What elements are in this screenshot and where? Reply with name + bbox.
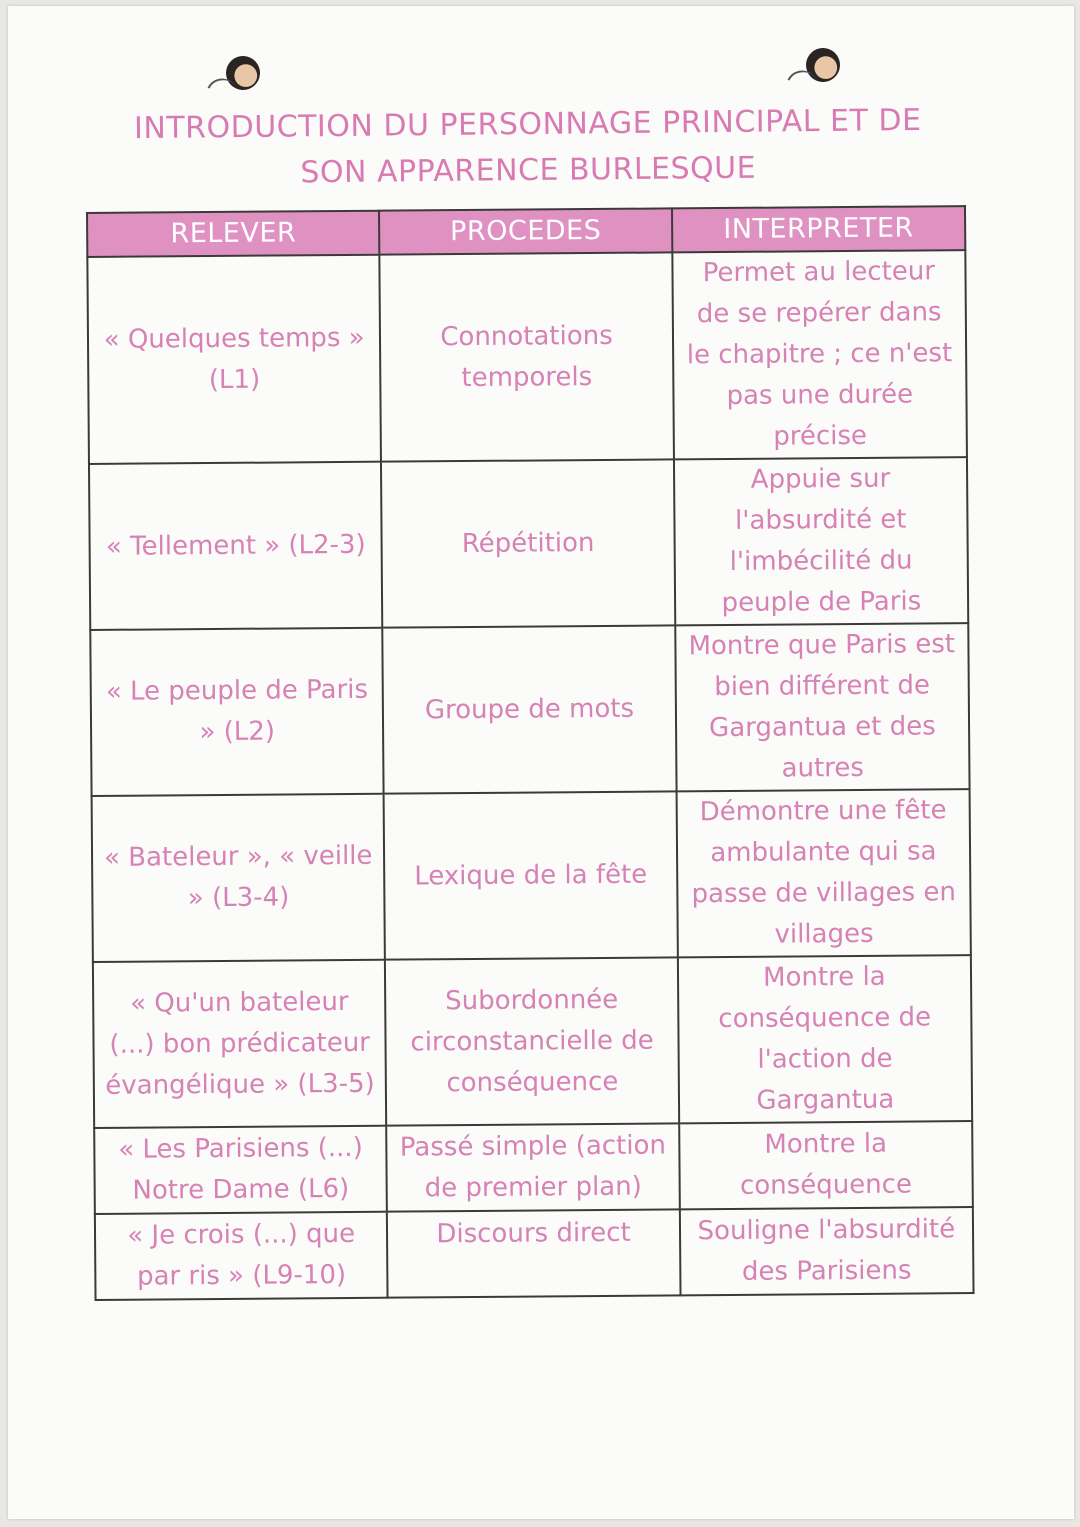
table-row [87,250,967,464]
table-row [92,789,971,962]
cell-interpreter: Démontre une fête ambulante qui sa passe de villages en villages [676,789,971,957]
header-interpreter: INTERPRETER [672,206,966,252]
table-row [94,1121,973,1214]
page-title-line-2: SON APPARENCE BURLESQUE [300,150,757,191]
binder-hole-right [801,43,845,87]
table-row [89,457,968,630]
table-header-row [87,206,965,257]
cell-procedes-text: Discours direct [436,1217,631,1250]
binder-hole-left [221,51,265,95]
header-procedes: PROCEDES [379,208,672,254]
cell-interpreter: Montre la conséquence de l'action de Gargantua [678,955,973,1123]
cell-procedes: Lexique de la fête [384,791,678,959]
page-title-line-1: INTRODUCTION DU PERSONNAGE PRINCIPAL ET DE [133,102,922,147]
table-row [95,1207,974,1300]
cell-interpreter: Montre la conséquence [679,1121,973,1209]
table-row [90,623,969,796]
cell-interpreter: Souligne l'absurdité des Parisiens [680,1207,974,1295]
cell-relever: « Tellement » (L2-3) [89,462,383,630]
analysis-table [86,205,975,1301]
page-title [78,97,979,198]
cell-procedes: Répétition [381,459,675,627]
cell-procedes: Passé simple (action de premier plan) [387,1123,680,1211]
cell-procedes: Groupe de mots [383,625,677,793]
table-row [93,955,972,1128]
cell-relever: « Bateleur », « veille » (L3-4) [92,794,386,962]
cell-relever: « Le peuple de Paris » (L2) [90,628,384,796]
notebook-page [8,6,1074,1519]
cell-interpreter: Appuie sur l'absurdité et l'imbécilité du peuple de Paris [674,457,969,625]
cell-procedes: Subordonnée circonstancielle de conséquence [385,957,679,1125]
header-relever: RELEVER [87,211,380,257]
cell-relever: « Quelques temps » (L1) [87,255,381,464]
cell-interpreter: Permet au lecteur de se repérer dans le chapitre ; ce n'est pas une durée précise [672,250,967,459]
cell-procedes: Connotations temporels [380,252,674,461]
cell-relever: « Qu'un bateleur (...) bon prédicateur évangélique » (L3-5) [93,960,387,1128]
cell-procedes [387,1209,680,1297]
cell-relever: « Je crois (...) que par ris » (L9-10) [95,1212,388,1300]
cell-relever: « Les Parisiens (...) Notre Dame (L6) [94,1126,387,1214]
cell-interpreter: Montre que Paris est bien différent de Gargantua et des autres [675,623,970,791]
